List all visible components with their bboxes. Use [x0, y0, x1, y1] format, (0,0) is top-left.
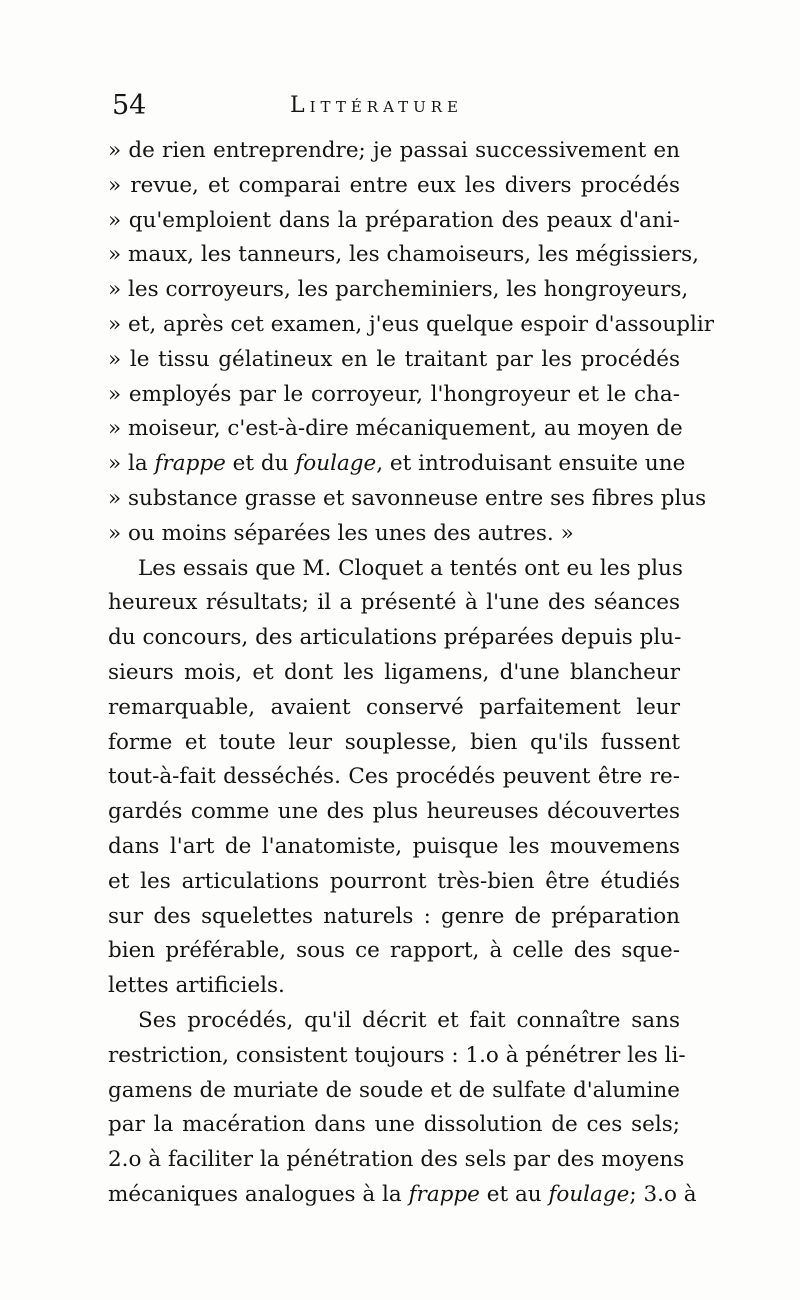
italic-term: foulage	[548, 1181, 630, 1207]
page-header	[110, 86, 690, 126]
text-line: » de rien entreprendre; je passai successivement en	[108, 138, 680, 163]
text-segment: » la	[108, 451, 155, 477]
page-number: 54	[112, 90, 147, 121]
text-segment: mécaniques analogues à la	[108, 1181, 409, 1207]
text-line: dans l'art de l'anatomiste, puisque les mouvemens	[108, 833, 680, 859]
text-line: » moiseur, c'est-à-dire mécaniquement, au moyen de	[108, 416, 683, 442]
text-line: » employés par le corroyeur, l'hongroyeur et le cha-	[108, 381, 680, 407]
running-title: Littérature	[290, 93, 463, 118]
text-line: du concours, des articulations préparées depuis plu-	[108, 625, 682, 651]
text-line: sieurs mois, et dont les ligamens, d'une blancheur	[108, 659, 680, 685]
text-segment: , et introduisant ensuite une	[376, 451, 686, 477]
text-line: tout-à-fait desséchés. Ces procédés peuvent être re-	[108, 764, 680, 790]
text-line: 2.o à faciliter la pénétration des sels par des moyens	[108, 1147, 685, 1173]
text-segment: et du	[225, 451, 296, 477]
text-line	[108, 447, 686, 482]
text-line: remarquable, avaient conservé parfaitement leur	[108, 694, 680, 720]
italic-term: foulage	[295, 451, 377, 477]
text-line: gamens de muriate de soude et de sulfate d'alumine	[108, 1077, 680, 1103]
text-line: forme et toute leur souplesse, bien qu'ils fussent	[108, 729, 680, 755]
text-segment: ; 3.o à	[629, 1181, 697, 1207]
text-line: gardés comme une des plus heureuses découvertes	[108, 799, 680, 825]
text-line: » revue, et comparai entre eux les divers procédés	[108, 172, 680, 198]
italic-term: frappe	[408, 1181, 480, 1207]
text-line	[108, 1178, 697, 1213]
text-segment: et au	[479, 1181, 549, 1207]
text-line: lettes artificiels.	[108, 973, 285, 999]
text-line: » les corroyeurs, les parcheminiers, les hongroyeurs,	[108, 277, 689, 303]
text-line: Ses procédés, qu'il décrit et fait connaître sans	[138, 1007, 680, 1033]
text-line: » substance grasse et savonneuse entre ses fibres plus	[108, 485, 707, 511]
text-line: » le tissu gélatineux en le traitant par les procédés	[108, 346, 680, 372]
text-line: » ou moins séparées les unes des autres. »	[108, 520, 574, 546]
text-line: restriction, consistent toujours : 1.o à pénétrer les li-	[108, 1042, 686, 1068]
text-line: » et, après cet examen, j'eus quelque espoir d'assouplir	[108, 311, 714, 337]
body-text	[108, 134, 714, 1213]
text-line: » qu'emploient dans la préparation des peaux d'ani-	[108, 207, 680, 233]
text-line: par la macération dans une dissolution de ces sels;	[108, 1112, 680, 1138]
text-line: sur des squelettes naturels : genre de préparation	[108, 903, 680, 929]
text-line: heureux résultats; il a présenté à l'une des séances	[108, 590, 680, 616]
text-line: bien préférable, sous ce rapport, à celle des sque-	[108, 938, 680, 964]
text-line: et les articulations pourront très-bien être étudiés	[108, 868, 680, 894]
text-line: » maux, les tanneurs, les chamoiseurs, les mégissiers,	[108, 242, 699, 268]
italic-term: frappe	[154, 451, 226, 477]
text-line: Les essais que M. Cloquet a tentés ont eu les plus	[138, 555, 683, 581]
